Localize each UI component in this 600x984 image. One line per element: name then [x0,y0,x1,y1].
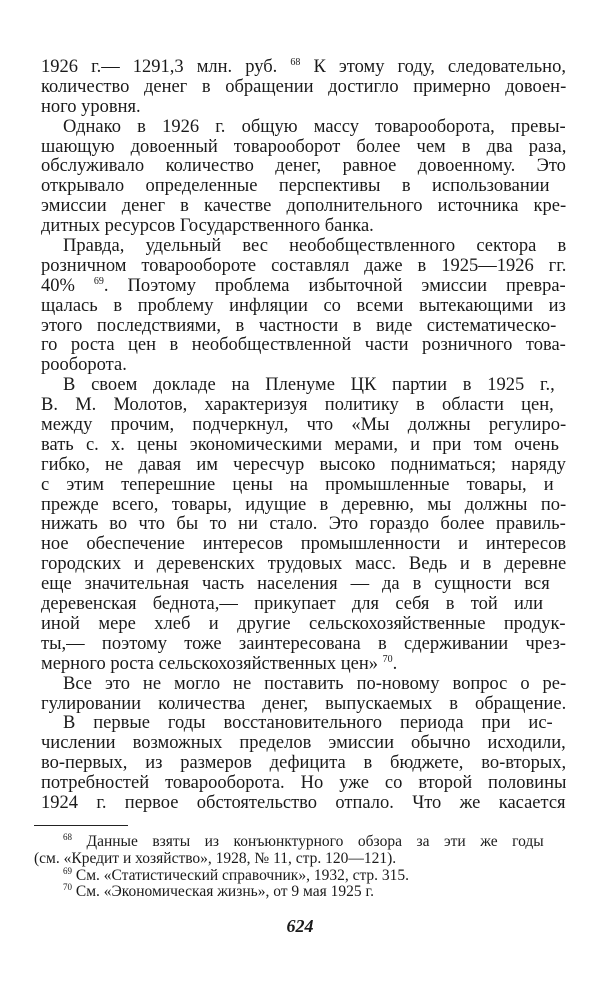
paragraph-start: Однако в 1926 г. общую массу товарооборота, превы- [63,116,566,137]
text-line: 1924 г. первое обстоятельство отпало. Что же касается [41,792,566,813]
text-line: рооборота. [41,355,127,376]
footnote-70: $^{70}$ См. «Экономическая жизнь», от 9 мая 1925 г. [63,882,374,901]
footnote-ref-69[interactable]: 69 [93,275,104,287]
text-line: нижать во что бы то ни стало. Это гораздо более правиль- [41,514,566,535]
text-line: числении возможных пределов эмиссии обычно исходили, [41,733,566,754]
text-line: ное обеспечение интересов промышленности и интересов [41,534,567,555]
paragraph-start: Правда, удельный вес необобществленного сектора в [63,236,567,257]
text-line: мерного роста сельскохозяйственных цен» $^{70}$. [41,653,398,674]
text-line: открывало определенные перспективы в использовании [41,176,550,197]
text-line: го роста цен в необобществленной части розничного това- [41,335,566,356]
paragraph-start: В первые годы восстановительного периода при ис- [63,713,553,734]
text-line: В. М. Молотов, характеризуя политику в области цен, [41,395,554,416]
text-line: во-первых, из размеров дефицита в бюджете, во-вторых, [41,753,567,774]
text-line: дитных ресурсов Государственного банка. [41,216,374,237]
text-line: потребностей товарооборота. Но уже со второй половины [41,773,567,794]
text-line: иной мере хлеб и другие сельскохозяйственные продук- [41,613,566,634]
text-line: розничном товарообороте составлял даже в 1925—1926 гг. [41,255,567,276]
text-line: с этим теперешние цены на промышленные товары, и [41,474,554,495]
text-line: этого последствиями, в частности в виде систематическо- [41,315,557,336]
footnotes [34,834,565,901]
text-line: гибко, не давая им чересчур высоко подниматься; наряду [41,454,566,475]
text-line: 1926 г.— 1291,3 млн. руб. $^{68}$ К этому году, следовательно, [41,57,566,77]
text-line: эмиссии денег в качестве дополнительного источника кре- [41,196,567,217]
footnote-68: $^{68}$ Данные взяты из конъюнктурного обзора за эти же годы [63,832,544,850]
footnote-ref-68[interactable]: 68 [290,57,301,68]
text-line: вать с. х. цены экономическими мерами, и при том очень [41,434,559,455]
footnote-68-cont: (см. «Кредит и хозяйство», 1928, № 11, стр. 120—121). [34,849,397,867]
text-line: ного уровня. [41,96,141,117]
text-line: шающую довоенный товарооборот более чем в два раза, [41,136,567,157]
text-line: количество денег в обращении достигло примерно довоен- [41,76,567,97]
text-line: городских и деревенских трудовых масс. Ведь и в деревне [41,554,567,575]
footnote-69: $^{69}$ См. «Статистический справочник», 1932, стр. 315. [63,865,410,884]
text-line: 40% $^{69}$. Поэтому проблема избыточной эмиссии превра- [41,275,566,296]
text-line: обслуживало количество денег, равное довоенному. Это [41,156,566,177]
text-line: между прочим, подчеркнул, что «Мы должны регулиро- [41,415,567,436]
footnote-divider [34,825,128,826]
paragraph-start: Все это не могло не поставить по-новому вопрос о ре- [63,673,567,694]
text-line: прежде всего, товары, идущие в деревню, мы должны по- [41,494,567,515]
footnote-ref-70[interactable]: 70 [382,653,393,665]
text-line: гулировании количества денег, выпускаемых в обращение. [41,693,567,714]
paragraph-start: В своем докладе на Пленуме ЦК партии в 1925 г., [63,375,555,396]
text-line: щалась в проблему инфляции со всеми вытекающими из [41,295,566,316]
body-text [41,58,566,814]
text-line: еще значительная часть населения — да в сущности вся [41,574,550,595]
text-line: деревенская беднота,— прикупает для себя в той или [41,594,544,615]
text-line: ты,— поэтому тоже заинтересована в сдерживании чрез- [41,633,566,654]
page-number: 624 [286,916,314,936]
